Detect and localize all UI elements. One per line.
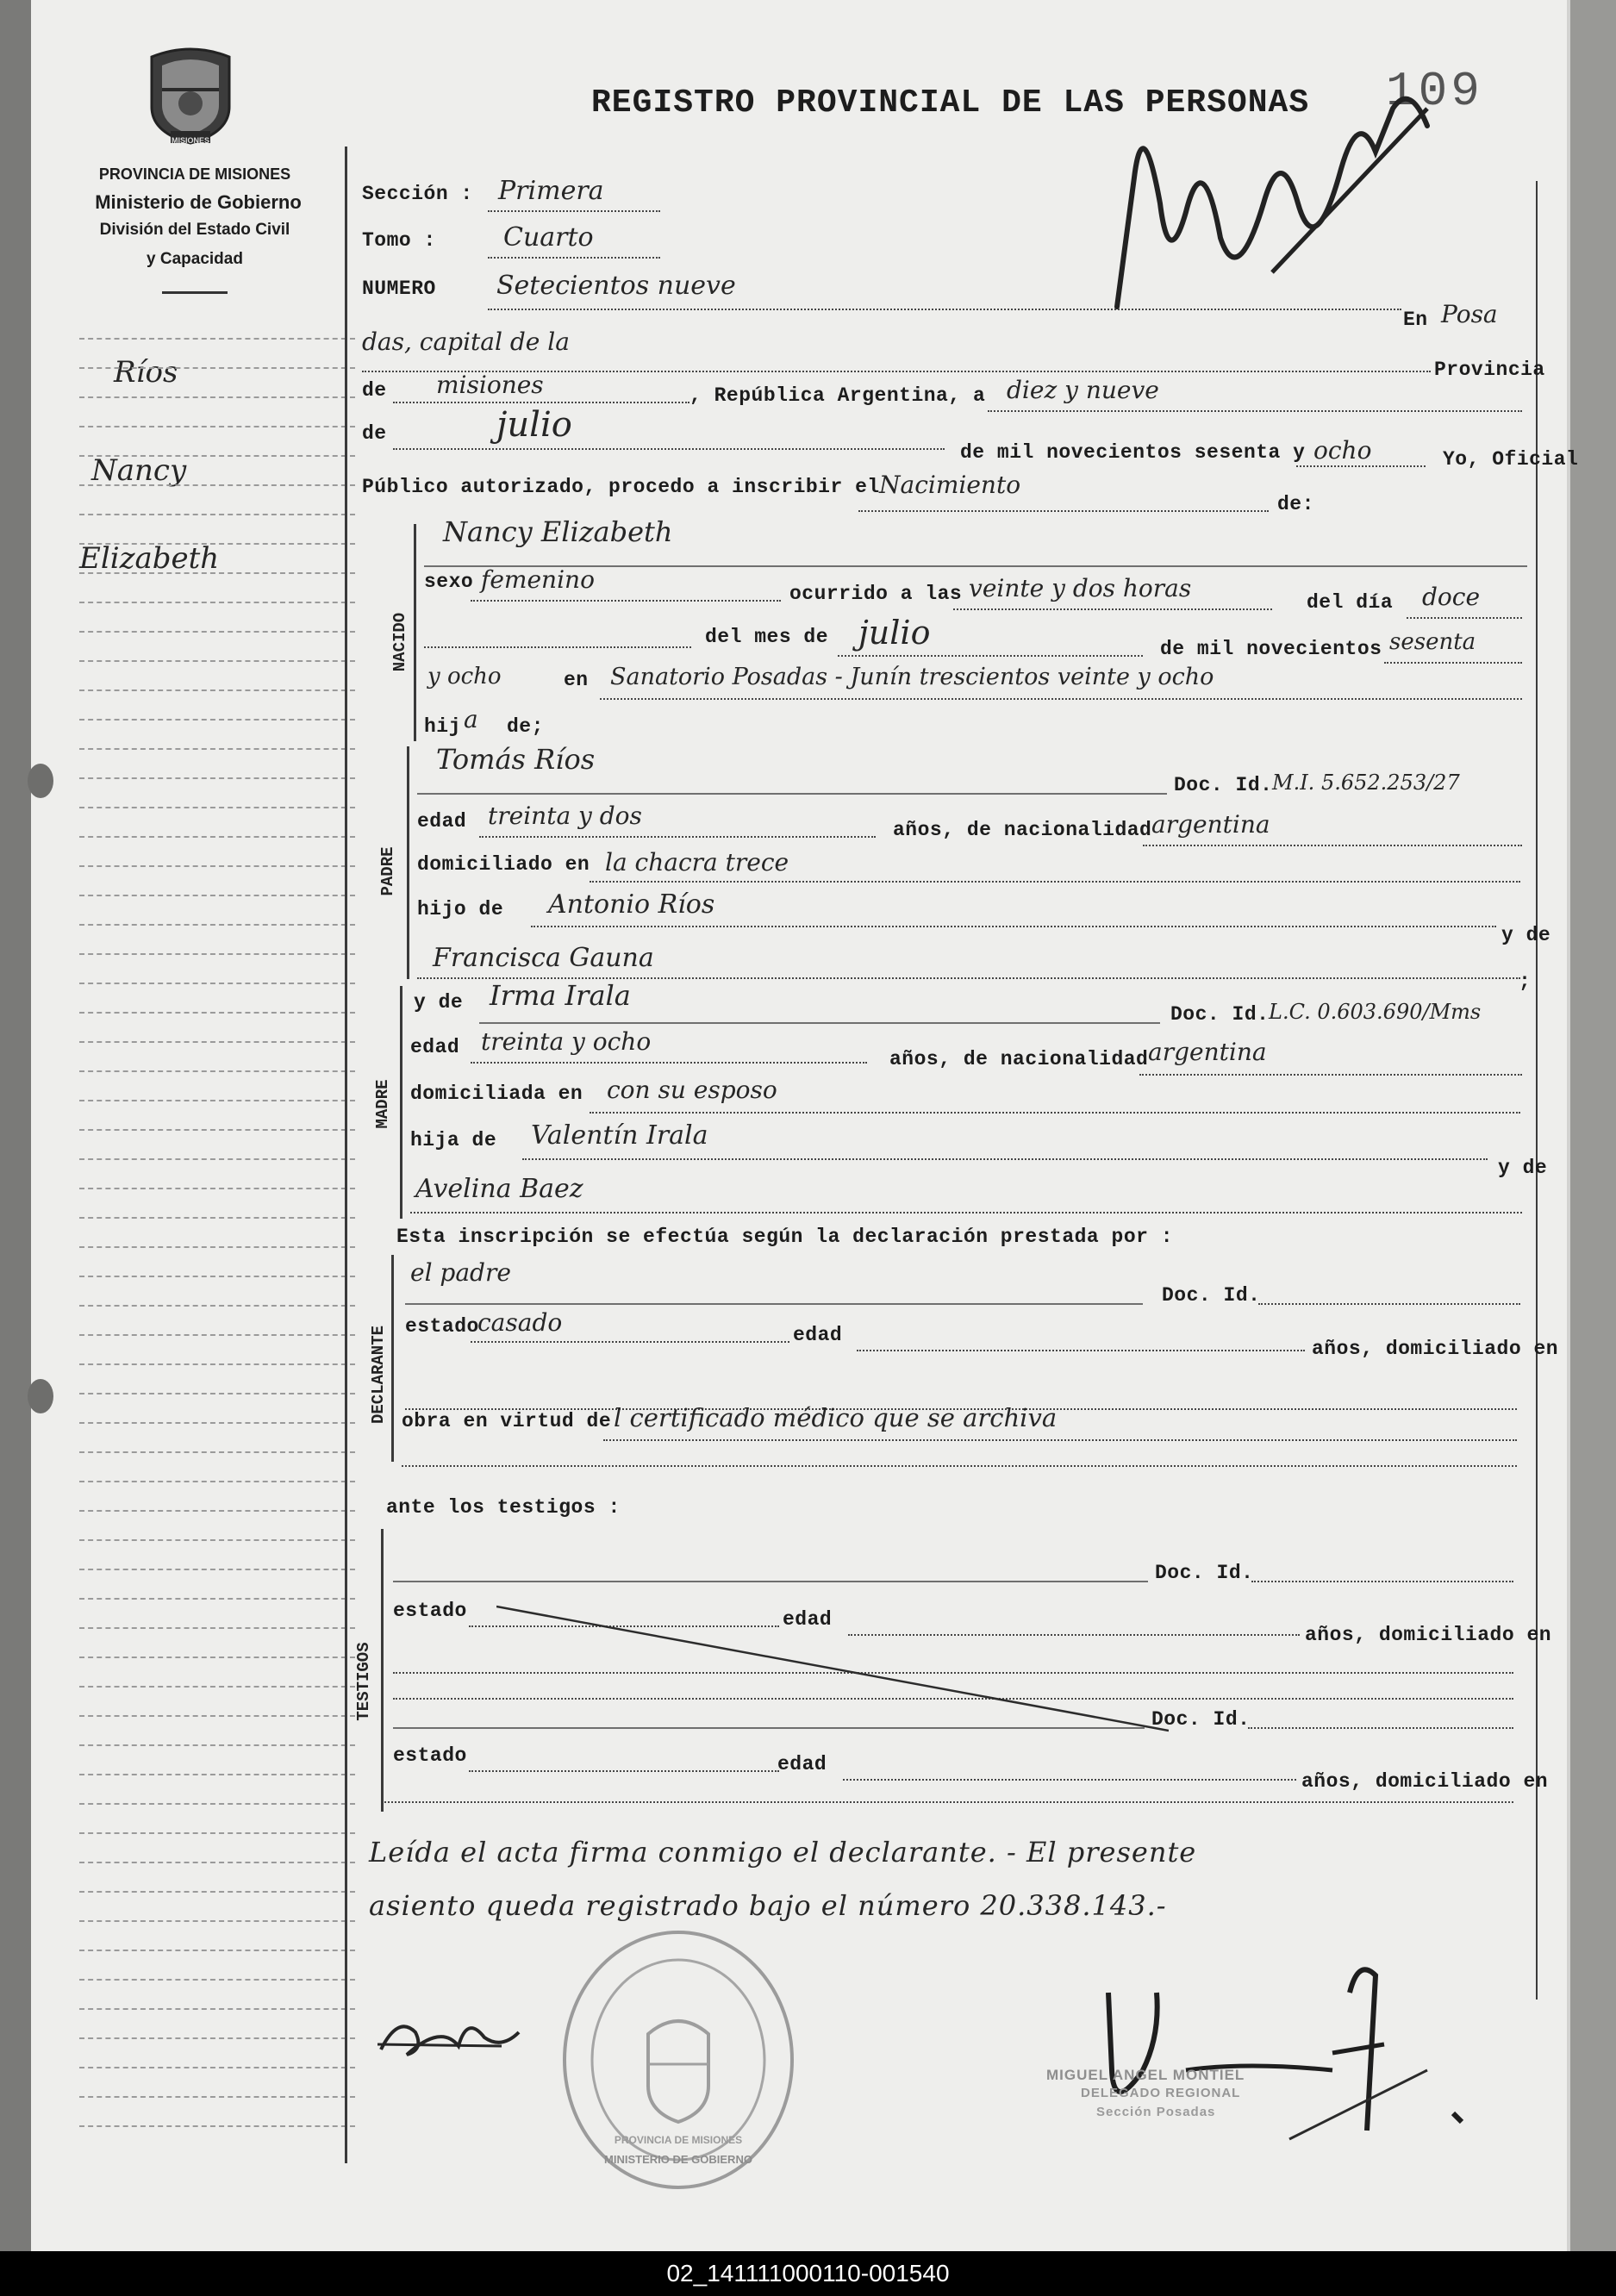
label-madre-domicilio: domiciliada en — [410, 1082, 583, 1105]
dotline — [1251, 1581, 1513, 1582]
label-madre-nac: años, de nacionalidad — [889, 1048, 1149, 1070]
official-title: DELEGADO REGIONAL — [1081, 2086, 1241, 2100]
margin-rule — [79, 660, 355, 662]
value-madre-hija-de-2: Avelina Baez — [415, 1174, 583, 1204]
value-mes: julio — [496, 405, 572, 445]
margin-rule — [79, 367, 355, 369]
division-heading: División del Estado Civil — [99, 221, 290, 239]
registrar-initials — [372, 1998, 527, 2067]
dotline — [1248, 1727, 1513, 1729]
margin-divider-line — [345, 147, 347, 2163]
dotline — [488, 210, 660, 212]
side-declarante: DECLARANTE — [369, 1325, 388, 1425]
label-testigo1-edad: edad — [783, 1608, 833, 1631]
label-testigos: ante los testigos : — [386, 1496, 621, 1519]
value-madre-nac: argentina — [1148, 1038, 1267, 1066]
margin-rule — [79, 1334, 355, 1336]
dotline — [471, 600, 781, 602]
dotline — [843, 1779, 1296, 1781]
value-anio-nac-1: sesenta — [1389, 629, 1476, 655]
value-padre-hijo-de-1: Antonio Ríos — [548, 889, 715, 920]
margin-rule — [79, 1920, 355, 1922]
stacked-page-edges — [1567, 0, 1616, 2251]
label-declarante-estado: estado — [405, 1315, 479, 1338]
margin-first-name: Nancy — [91, 453, 187, 488]
division-heading-2: y Capacidad — [147, 250, 243, 268]
value-declarante-estado: casado — [477, 1308, 563, 1337]
closing-line-1: Leída el acta firma conmigo el declarante. - El presente — [369, 1836, 1197, 1869]
value-anio: ocho — [1313, 436, 1372, 465]
dotline — [488, 257, 660, 259]
label-numero: NUMERO — [362, 278, 436, 300]
value-dia-nac: doce — [1422, 583, 1481, 611]
binding-hole-bottom — [28, 1379, 53, 1413]
dotline — [600, 698, 1522, 700]
margin-rule — [79, 1539, 355, 1541]
value-provincia: misiones — [436, 371, 544, 399]
margin-rule — [79, 1715, 355, 1717]
label-padre-hijo-de: hijo de — [417, 898, 504, 920]
margin-rule — [79, 1129, 355, 1131]
dotline — [531, 926, 1496, 927]
value-sexo: femenino — [481, 565, 595, 594]
official-section: Sección Posadas — [1096, 2105, 1216, 2119]
header-divider — [162, 291, 228, 294]
margin-rule — [79, 2008, 355, 2010]
margin-rule — [79, 1276, 355, 1277]
province-seal — [145, 45, 236, 147]
margin-rule — [79, 396, 355, 398]
value-hora: veinte y dos horas — [969, 574, 1192, 602]
margin-rule — [79, 572, 355, 574]
dotline — [838, 655, 1143, 657]
label-padre-y-de: y de — [1501, 924, 1551, 946]
label-de-mil: de mil novecientos sesenta y — [960, 441, 1306, 464]
margin-rule — [79, 1979, 355, 1981]
label-obra: obra en virtud de — [402, 1410, 612, 1432]
margin-rule — [79, 1656, 355, 1658]
margin-rule — [79, 1510, 355, 1512]
value-mes-nac: julio — [858, 614, 931, 652]
value-nombre: Nancy Elizabeth — [443, 515, 673, 548]
dotline — [603, 1439, 1517, 1441]
value-en-2: das, capital de la — [362, 328, 570, 356]
margin-rule — [79, 1100, 355, 1101]
dotline — [988, 410, 1522, 412]
label-padre-edad: edad — [417, 810, 467, 833]
label-ocurrido: ocurrido a las — [789, 583, 963, 605]
label-testigo2-edad: edad — [777, 1753, 827, 1775]
margin-rule — [79, 1862, 355, 1863]
margin-rule — [79, 777, 355, 779]
dotline — [522, 1158, 1488, 1160]
margin-rule — [79, 953, 355, 955]
label-inscripcion: Esta inscripción se efectúa según la declaración prestada por : — [396, 1226, 1174, 1248]
margin-rule — [79, 836, 355, 838]
value-en-1: Posa — [1441, 300, 1498, 328]
label-de-2: de — [362, 422, 387, 445]
testigos-strike-line — [496, 1601, 1169, 1739]
margin-rule — [79, 1744, 355, 1746]
label-en-lower: en — [564, 669, 589, 691]
label-madre-y-de-2: y de — [1498, 1157, 1548, 1179]
dotline — [471, 1062, 867, 1064]
label-padre-domicilio: domiciliado en — [417, 853, 590, 876]
dotline — [393, 402, 689, 403]
side-testigos: TESTIGOS — [354, 1642, 373, 1721]
value-padre-domicilio: la chacra trece — [605, 848, 789, 877]
margin-rule — [79, 2096, 355, 2098]
margin-rule — [79, 1451, 355, 1453]
label-madre-y-de: y de — [414, 991, 464, 1014]
round-stamp — [553, 1922, 803, 2198]
margin-rule — [79, 1950, 355, 1951]
margin-rule — [79, 1217, 355, 1219]
margin-rule — [79, 338, 355, 340]
label-testigo2-estado: estado — [393, 1744, 467, 1767]
margin-rule — [79, 1041, 355, 1043]
dotline — [858, 510, 1269, 512]
label-madre-edad: edad — [410, 1036, 460, 1058]
value-padre-edad: treinta y dos — [488, 802, 642, 830]
value-declarante: el padre — [410, 1258, 511, 1287]
label-testigo1-estado: estado — [393, 1600, 467, 1622]
registry-title: REGISTRO PROVINCIAL DE LAS PERSONAS — [591, 84, 1310, 122]
label-testigo1-doc: Doc. Id. — [1155, 1562, 1254, 1584]
margin-rule — [79, 1246, 355, 1248]
label-seccion: Sección : — [362, 183, 473, 205]
dotline — [471, 1341, 789, 1343]
madre-bracket — [400, 986, 402, 1219]
official-name: MIGUEL ANGEL MONTIEL — [1046, 2067, 1245, 2083]
value-tomo: Cuarto — [503, 222, 594, 253]
label-madre-doc: Doc. Id. — [1170, 1003, 1270, 1026]
margin-rule — [79, 1188, 355, 1189]
rule — [417, 793, 1167, 795]
label-del-mes: del mes de — [705, 626, 829, 648]
round-stamp-text-2: PROVINCIA DE MISIONES — [614, 2134, 743, 2146]
dotline — [1407, 617, 1522, 619]
dotline — [393, 448, 945, 450]
value-lugar: Sanatorio Posadas - Junín trescientos veinte y ocho — [610, 664, 1214, 690]
label-del-dia: del día — [1307, 591, 1394, 614]
label-republica: , República Argentina, a — [689, 384, 986, 407]
margin-rule — [79, 514, 355, 515]
label-hij: hij — [424, 715, 461, 738]
value-anio-nac-2: y ocho — [427, 664, 502, 689]
dotline — [1384, 662, 1522, 664]
side-nacido: NACIDO — [390, 612, 409, 672]
padre-bracket — [407, 746, 409, 979]
margin-rule — [79, 1363, 355, 1365]
value-madre-edad: treinta y ocho — [481, 1027, 652, 1056]
value-numero: Setecientos nueve — [496, 271, 736, 301]
label-en: En — [1403, 309, 1428, 331]
margin-rule — [79, 2125, 355, 2127]
dotline — [1139, 1074, 1522, 1076]
margin-rule — [79, 1891, 355, 1893]
label-testigo1-anos: años, domiciliado en — [1305, 1624, 1552, 1646]
value-madre-doc: L.C. 0.603.690/Mms — [1269, 1000, 1482, 1024]
label-testigo2-doc: Doc. Id. — [1151, 1708, 1251, 1731]
page-number: 109 — [1386, 64, 1483, 119]
margin-rule — [79, 895, 355, 896]
side-padre: PADRE — [378, 846, 397, 896]
rule — [405, 1303, 1143, 1305]
testigos-bracket — [381, 1529, 384, 1812]
margin-rule — [79, 1070, 355, 1072]
label-declarante-anos: años, domiciliado en — [1312, 1338, 1559, 1360]
dotline — [469, 1770, 779, 1772]
closing-line-2: asiento queda registrado bajo el número 20.338.143.- — [369, 1889, 1167, 1922]
label-de: de — [362, 379, 387, 402]
label-de-semicolon: de; — [507, 715, 544, 738]
dotline — [384, 1801, 1513, 1803]
value-dia: diez y nueve — [1007, 376, 1159, 404]
margin-rule — [79, 924, 355, 926]
value-obra: l certificado médico que se archiva — [614, 1403, 1058, 1432]
dotline — [590, 881, 1520, 883]
margin-rule — [79, 1422, 355, 1424]
value-hij-suffix: a — [464, 705, 478, 733]
margin-rule — [79, 2037, 355, 2039]
label-testigo2-anos: años, domiciliado en — [1301, 1770, 1549, 1793]
margin-rule — [79, 865, 355, 867]
margin-rule — [79, 455, 355, 457]
rule — [479, 1022, 1160, 1024]
value-madre-hija-de-1: Valentín Irala — [531, 1120, 708, 1151]
margin-rule — [79, 2067, 355, 2068]
margin-rule — [79, 1627, 355, 1629]
margin-rule — [79, 1158, 355, 1160]
margin-rule — [79, 1393, 355, 1394]
margin-middle-name: Elizabeth — [79, 541, 220, 576]
margin-surname: Ríos — [114, 355, 178, 390]
dotline — [953, 608, 1272, 610]
ministry-heading: Ministerio de Gobierno — [95, 191, 302, 213]
dotline — [424, 646, 691, 648]
rule — [393, 1581, 1148, 1582]
margin-rule — [79, 602, 355, 603]
dotline — [1296, 465, 1426, 467]
margin-rule — [79, 748, 355, 750]
margin-rule — [79, 426, 355, 427]
value-acto: Nacimiento — [879, 471, 1021, 499]
label-madre-hija-de: hija de — [410, 1129, 497, 1151]
label-provincia: Provincia — [1434, 359, 1545, 381]
value-madre-nombre: Irma Irala — [490, 979, 631, 1012]
binding-hole-top — [28, 764, 53, 798]
label-de-colon: de: — [1277, 493, 1314, 515]
label-padre-doc: Doc. Id. — [1174, 774, 1273, 796]
label-de-mil-2: de mil novecientos — [1160, 638, 1382, 660]
margin-rule — [79, 1832, 355, 1834]
label-tomo: Tomo : — [362, 229, 436, 252]
label-padre-semicolon: ; — [1519, 970, 1532, 993]
dotline — [857, 1350, 1305, 1351]
file-id-footer: 02_141111000110-001540 — [0, 2251, 1616, 2296]
margin-rule — [79, 719, 355, 721]
value-padre-nombre: Tomás Ríos — [436, 743, 596, 776]
nacido-bracket — [414, 524, 416, 741]
round-stamp-text-1: MINISTERIO DE GOBIERNO — [604, 2153, 752, 2166]
margin-rule — [79, 1012, 355, 1014]
value-padre-nac: argentina — [1151, 810, 1270, 839]
dotline — [1258, 1303, 1520, 1305]
province-heading: PROVINCIA DE MISIONES — [98, 165, 291, 183]
label-declarante-doc: Doc. Id. — [1162, 1284, 1261, 1307]
value-madre-domicilio: con su esposo — [607, 1076, 777, 1104]
margin-rule — [79, 1686, 355, 1688]
top-signature-text — [1100, 74, 1104, 75]
margin-rule — [79, 1803, 355, 1805]
side-madre: MADRE — [373, 1079, 392, 1129]
margin-rule — [79, 543, 355, 545]
value-seccion: Primera — [498, 176, 604, 206]
value-padre-hijo-de-2: Francisca Gauna — [433, 943, 654, 973]
margin-rule — [79, 1569, 355, 1570]
margin-rule — [79, 689, 355, 691]
margin-rule — [79, 1305, 355, 1307]
label-sexo: sexo — [424, 571, 474, 593]
margin-rule — [79, 807, 355, 808]
label-publico: Público autorizado, procedo a inscribir el — [362, 476, 880, 498]
dotline — [402, 1465, 1517, 1467]
dotline — [410, 1212, 1522, 1214]
margin-rule — [79, 1774, 355, 1775]
declarante-bracket — [391, 1255, 394, 1462]
margin-rule — [79, 484, 355, 486]
margin-rule — [79, 983, 355, 984]
margin-rule — [79, 1481, 355, 1482]
margin-rule — [79, 631, 355, 633]
dotline — [488, 309, 1401, 310]
seal-label: MISIONES — [171, 136, 209, 145]
top-signature — [1100, 74, 1462, 324]
label-declarante-edad: edad — [793, 1324, 843, 1346]
dotline — [590, 1112, 1520, 1114]
margin-rule — [79, 1598, 355, 1600]
value-padre-doc: M.I. 5.652.253/27 — [1272, 771, 1460, 795]
dotline — [1143, 845, 1522, 846]
registry-sheet — [31, 0, 1579, 2251]
dotline — [479, 836, 876, 838]
label-yo-oficial: Yo, Oficial — [1443, 448, 1579, 471]
label-padre-nac: años, de nacionalidad — [893, 819, 1152, 841]
